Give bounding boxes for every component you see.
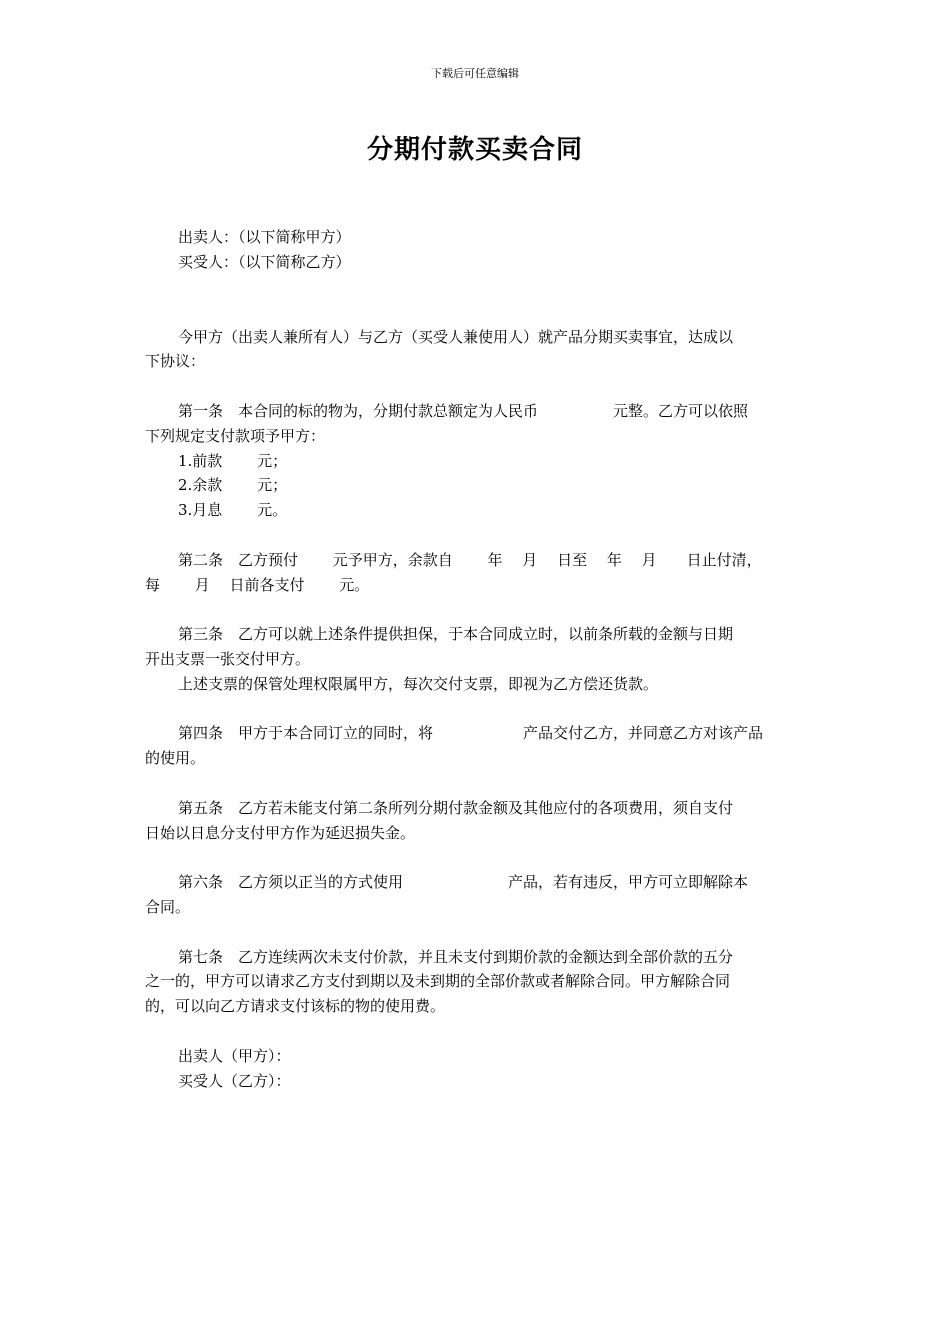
article-1-item-1: 1.前款 元； <box>178 451 288 470</box>
article-5-line-2: 日始以日息分支付甲方作为延迟损失金。 <box>145 823 416 842</box>
document-title: 分期付款买卖合同 <box>366 135 583 165</box>
article-7-line-3: 的，可以向乙方请求支付该标的物的使用费。 <box>145 997 446 1016</box>
intro-line-1 <box>145 325 813 350</box>
article-7-line-1: 第七条 乙方连续两次未支付价款，并且未支付到期价款的金额达到全部价款的五分 <box>178 947 734 966</box>
article-3-line-3: 上述支票的保管处理权限属甲方，每次交付支票，即视为乙方偿还货款。 <box>178 674 659 693</box>
article-5-line-1: 第五条 乙方若未能支付第二条所列分期付款金额及其他应付的各项费用，须自支付 <box>178 798 734 817</box>
document-body <box>145 225 813 1093</box>
article-6-line-2: 合同。 <box>145 897 191 916</box>
article-3-line-2: 开出支票一张交付甲方。 <box>145 649 311 668</box>
article-2-line-1: 第二条 乙方预付 元予甲方，余款自 年 月 日至 年 月 日止付清， <box>178 550 762 569</box>
article-4-line-1: 第四条 甲方于本合同订立的同时，将 产品交付乙方，并同意乙方对该产品 <box>178 724 764 743</box>
article-1-item-2: 2.余款 元； <box>178 476 288 495</box>
intro-line-2 <box>145 349 813 374</box>
buyer-line: 买受人：（以下简称乙方） <box>178 252 351 271</box>
article-1-item-3: 3.月息 元。 <box>178 501 288 520</box>
article-6-line-1: 第六条 乙方须以正当的方式使用 产品，若有违反，甲方可立即解除本 <box>178 873 749 892</box>
seller-line: 出卖人：（以下简称甲方） <box>178 228 351 246</box>
header-note: 下载后可任意编辑 <box>431 67 519 80</box>
article-2-line-2: 每 月 日前各支付 元。 <box>145 575 370 594</box>
article-1-line-1: 第一条 本合同的标的物为，分期付款总额定为人民币 元整。乙方可以依照 <box>178 401 749 420</box>
intro-text: 今甲方（出卖人兼所有人）与乙方（买受人兼使用人）就产品分期买卖事宜，达成以 <box>178 327 734 346</box>
article-4-line-2: 的使用。 <box>145 749 206 768</box>
intro-text-cont: 下协议： <box>145 352 206 371</box>
article-1-line-2: 下列规定支付款项予甲方： <box>145 426 326 445</box>
article-7-line-2: 之一的，甲方可以请求乙方支付到期以及未到期的全部价款或者解除合同。甲方解除合同 <box>145 972 731 991</box>
article-3-line-1: 第三条 乙方可以就上述条件提供担保，于本合同成立时，以前条所载的金额与日期 <box>178 625 734 644</box>
seller-signature: 出卖人（甲方）： <box>178 1046 291 1065</box>
buyer-signature: 买受人（乙方）： <box>178 1071 291 1090</box>
